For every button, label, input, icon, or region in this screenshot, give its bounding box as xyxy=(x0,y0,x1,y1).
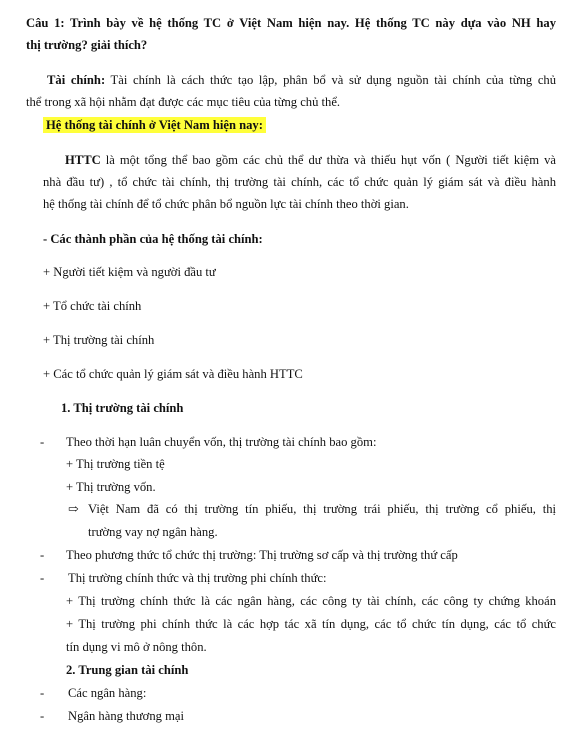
bullet-dash: - xyxy=(40,686,45,700)
section-1-sub-2: + Thị trường vốn. xyxy=(66,480,156,494)
section-2-bullet-2: Ngân hàng thương mại xyxy=(68,709,184,723)
definition-text-1: Tài chính là cách thức tạo lập, phân bổ và sử dụng nguồn tài chính của từng chủ xyxy=(105,73,557,87)
httc-text-1: là một tổng thể bao gồm các chủ thể dư thừa và thiếu hụt vốn ( Người tiết kiệm và xyxy=(100,153,556,167)
httc-line-3: hệ thống tài chính để tổ chức phân bổ nguồn lực tài chính theo thời gian. xyxy=(43,197,409,211)
bullet-dash: - xyxy=(40,709,45,723)
section-1-arrow-line-2: trường vay nợ ngân hàng. xyxy=(88,525,218,539)
definition-line-1 xyxy=(47,71,556,89)
highlight-heading: Hệ thống tài chính ở Việt Nam hiện nay: xyxy=(43,117,266,133)
component-item: + Tổ chức tài chính xyxy=(43,299,142,313)
components-heading: - Các thành phần của hệ thống tài chính: xyxy=(43,232,263,246)
question-line-1: Câu 1: Trình bày về hệ thống TC ở Việt Nam hiện nay. Hệ thống TC này dựa vào NH hay xyxy=(26,16,556,30)
section-1-sub-1: + Thị trường tiền tệ xyxy=(66,457,165,471)
question-line-2: thị trường? giải thích? xyxy=(26,38,148,52)
bullet-dash: - xyxy=(40,435,45,449)
section-1-bullet-3: Thị trường chính thức và thị trường phi chính thức: xyxy=(68,571,327,585)
component-item: + Người tiết kiệm và người đầu tư xyxy=(43,265,216,279)
bullet-dash: - xyxy=(40,571,45,585)
highlight-heading-line xyxy=(43,116,266,134)
httc-line-1 xyxy=(65,151,556,169)
component-item: + Thị trường tài chính xyxy=(43,333,155,347)
component-item: + Các tổ chức quản lý giám sát và điều hành HTTC xyxy=(43,367,303,381)
section-1-heading: 1. Thị trường tài chính xyxy=(61,401,184,415)
definition-line-2: thể trong xã hội nhằm đạt được các mục tiêu của từng chủ thể. xyxy=(26,95,341,109)
section-2-heading: 2. Trung gian tài chính xyxy=(66,663,189,677)
section-1-sub-4-line-1: + Thị trường phi chính thức là các hợp tác xã tín dụng, các tổ chức tín dụng, các tổ chức xyxy=(66,617,556,631)
httc-term: HTTC xyxy=(65,153,101,167)
section-1-arrow-line-1: Việt Nam đã có thị trường tín phiếu, thị trường trái phiếu, thị trường cổ phiếu, thị xyxy=(88,502,556,516)
section-1-bullet-1: Theo thời hạn luân chuyển vốn, thị trường tài chính bao gồm: xyxy=(66,435,377,449)
definition-term: Tài chính: xyxy=(47,73,106,87)
httc-line-2: nhà đầu tư) , tổ chức tài chính, thị trường tài chính, các tổ chức quản lý giám sát và điều hành xyxy=(43,175,556,189)
section-1-sub-4-line-2: tín dụng vi mô ở nông thôn. xyxy=(66,640,207,654)
arrow-right-icon: ⇨ xyxy=(68,502,79,516)
section-2-bullet-1: Các ngân hàng: xyxy=(68,686,147,700)
section-1-bullet-2: Theo phương thức tổ chức thị trường: Thị trường sơ cấp và thị trường thứ cấp xyxy=(66,548,458,562)
bullet-dash: - xyxy=(40,548,45,562)
section-1-sub-3: + Thị trường chính thức là các ngân hàng, các công ty tài chính, các công ty chứng khoán xyxy=(66,594,556,608)
